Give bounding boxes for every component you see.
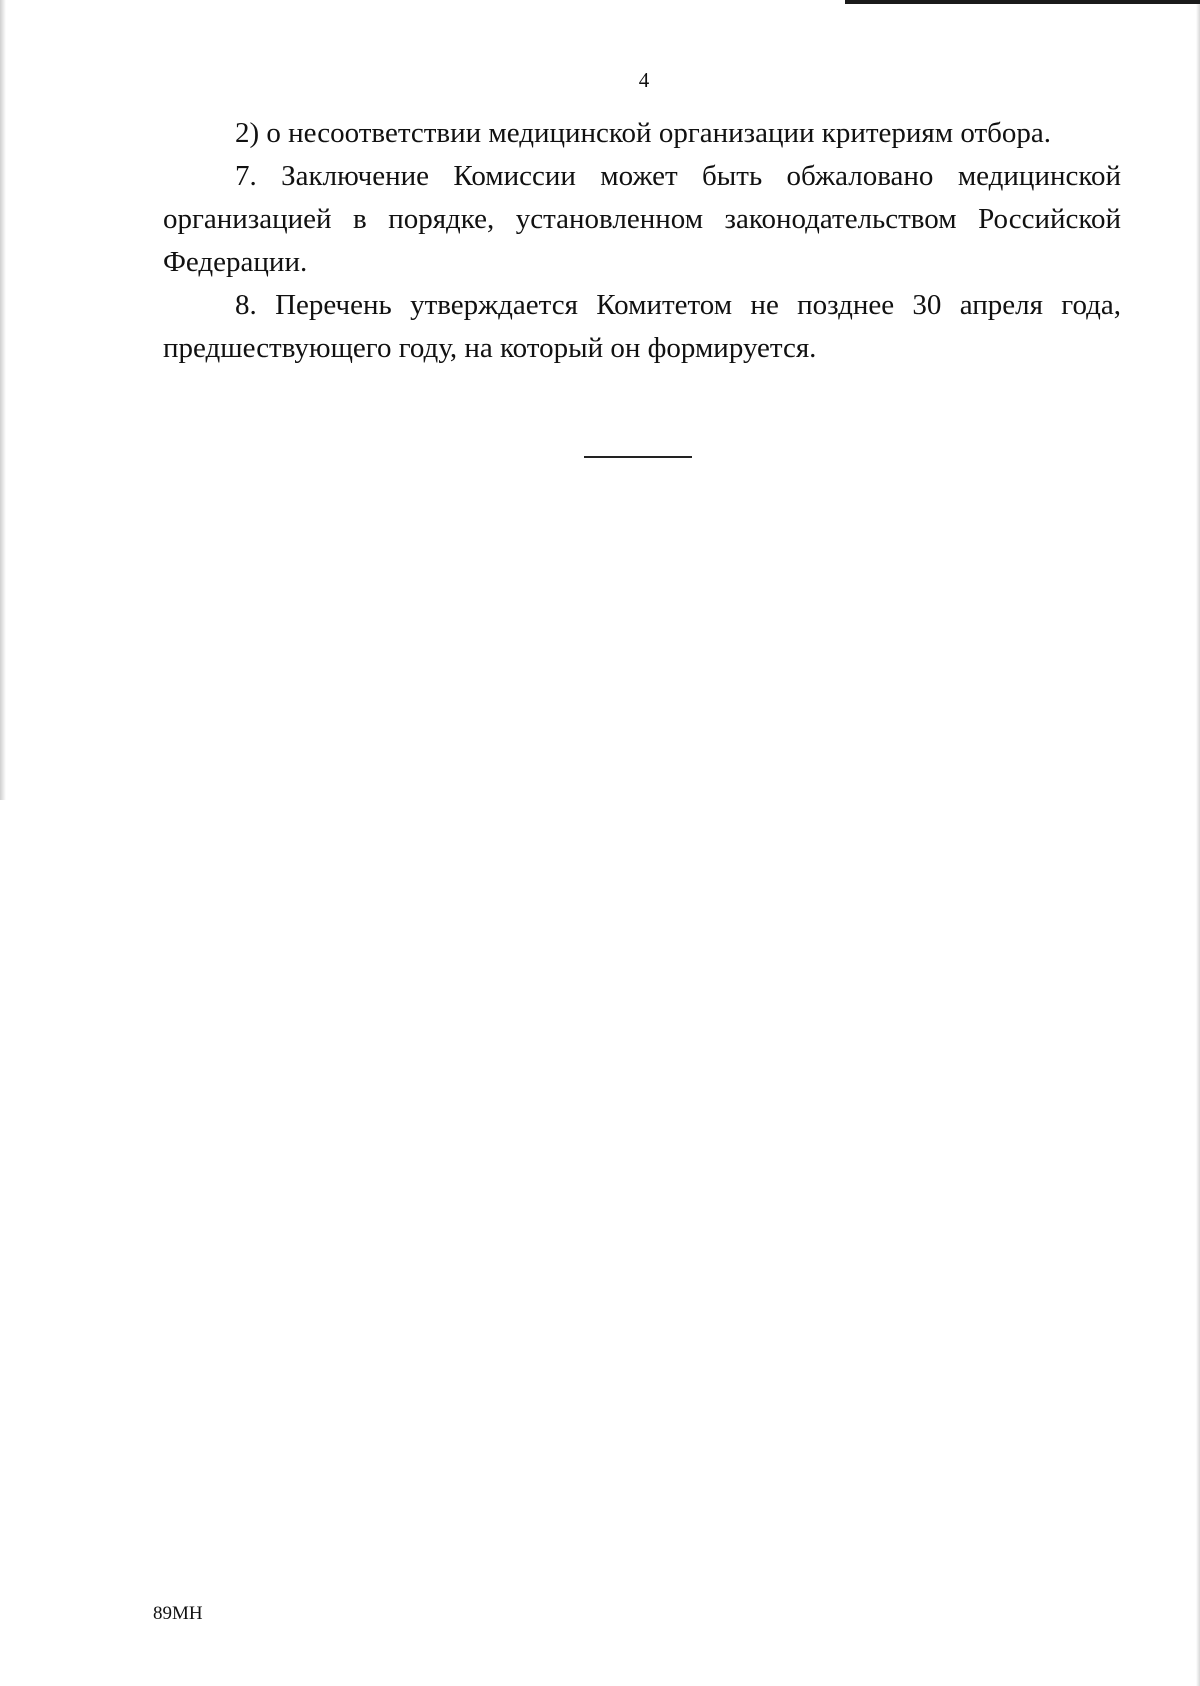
scan-edge-right bbox=[1196, 0, 1200, 1686]
scan-edge-left bbox=[0, 0, 6, 800]
end-separator-line bbox=[584, 456, 692, 458]
document-code: 89МН bbox=[153, 1603, 203, 1624]
scan-top-line bbox=[845, 0, 1200, 4]
page-number: 4 bbox=[638, 68, 650, 92]
paragraph-item-2: 2) о несоответствии медицинской организации критериям отбора. bbox=[235, 117, 1052, 149]
paragraph-item-8: 8. Перечень утверждается Комитетом не позднее 30 апреля года, предшествующего году, на который он формируется. bbox=[163, 289, 1121, 364]
document-body bbox=[163, 112, 1121, 370]
paragraph-item-7: 7. Заключение Комиссии может быть обжаловано медицинской организацией в порядке, установленном законодательством Российской Федерации. bbox=[163, 160, 1121, 278]
